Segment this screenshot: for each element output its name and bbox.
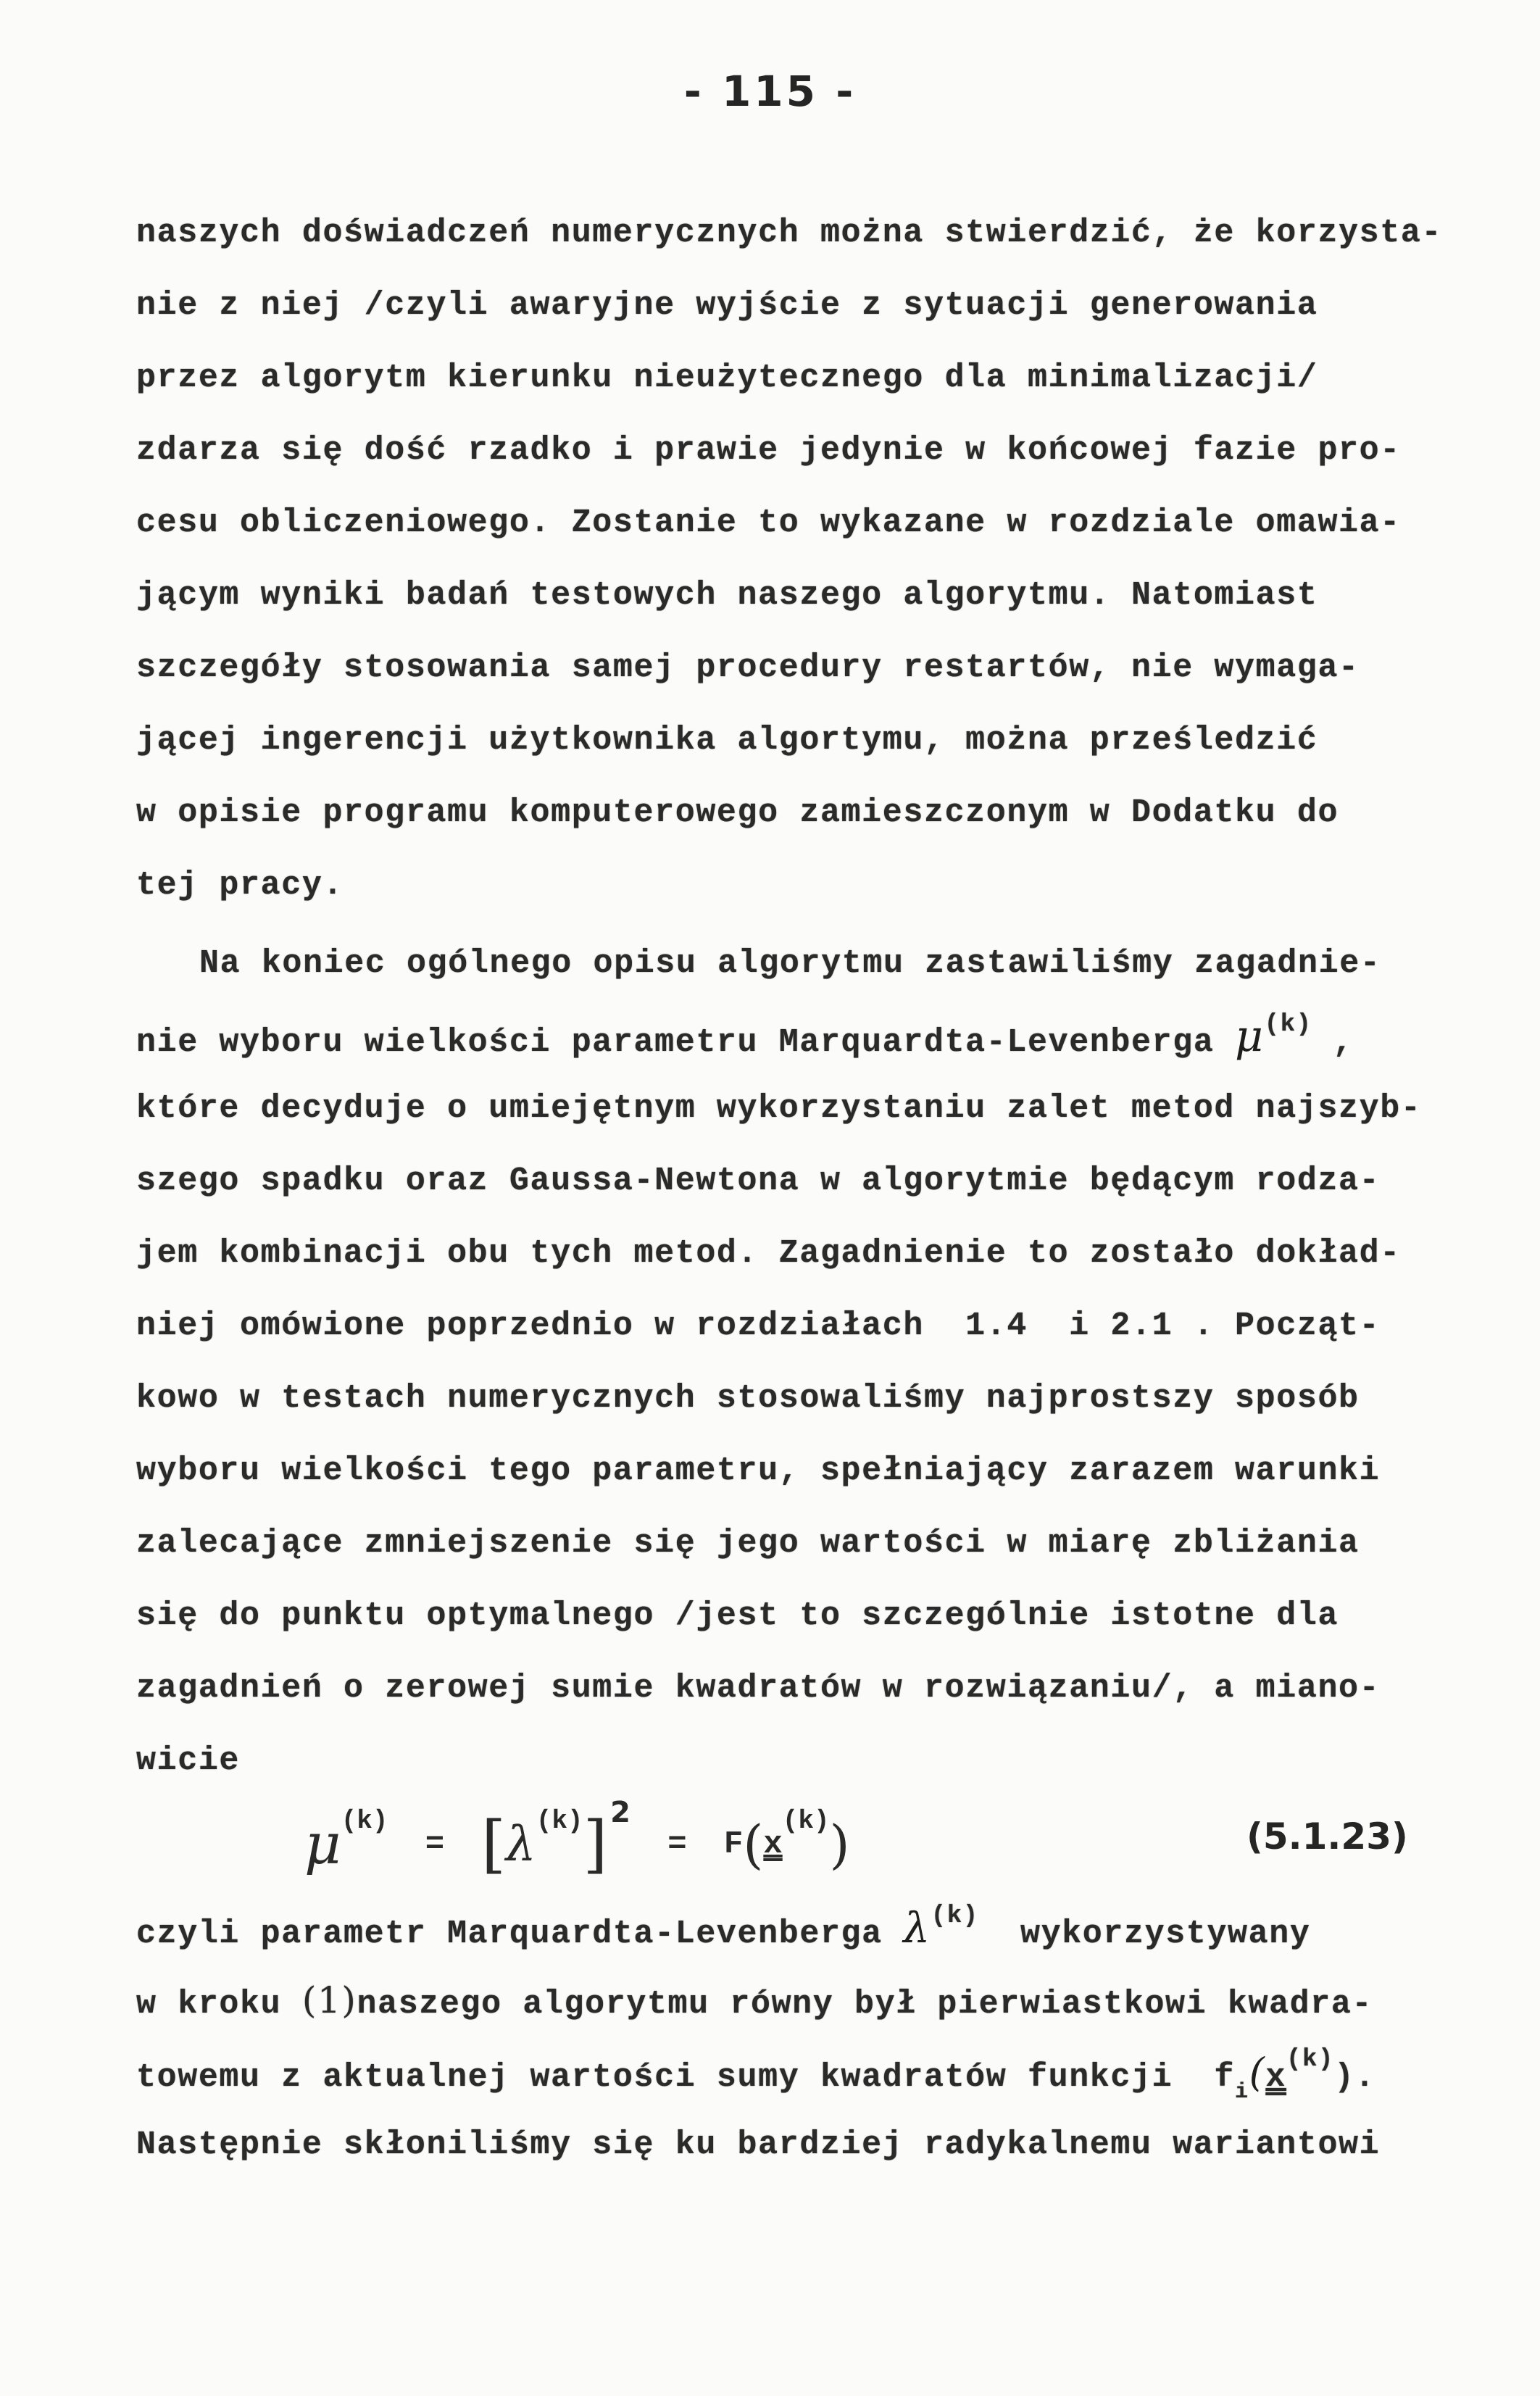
text-span: nie wyboru wielkości parametru Marquardta-Levenberga: [136, 1024, 1236, 1061]
text-span: czyli parametr Marquardta-Levenberga: [136, 1915, 904, 1952]
page-number: - 115 -: [683, 67, 857, 116]
text-line: wicie: [136, 1742, 241, 1779]
text-line: cesu obliczeniowego. Zostanie to wykazane w rozdziale omawia-: [136, 504, 1401, 541]
text-line: nie z niej /czyli awaryjne wyjście z sytuacji generowania: [136, 287, 1318, 324]
function-F: F: [723, 1826, 744, 1863]
text-line: zdarza się dość rzadko i prawie jedynie w końcowej fazie pro-: [136, 432, 1401, 469]
close-paren: ): [829, 1814, 850, 1875]
vector-x: x: [1265, 2059, 1286, 2096]
vector-x: x: [763, 1826, 783, 1863]
open-bracket: [: [481, 1808, 506, 1881]
open-paren: (: [1249, 2050, 1266, 2095]
open-paren: (: [743, 1814, 764, 1875]
text-span: wykorzystywany: [978, 1915, 1311, 1952]
text-line: przez algorytm kierunku nieużytecznego dla minimalizacji/: [136, 359, 1318, 396]
text-line: szczegóły stosowania samej procedury restartów, nie wymaga-: [136, 649, 1360, 686]
text-line: naszych doświadczeń numerycznych można stwierdzić, że korzysta-: [136, 215, 1443, 251]
exponent-2: 2: [610, 1796, 630, 1829]
text-span: towemu z aktualnej wartości sumy kwadratów funkcji f: [136, 2059, 1236, 2096]
mu-symbol: μ: [304, 1812, 341, 1877]
lambda-symbol: λ: [903, 1903, 931, 1952]
equals-sign: =: [425, 1826, 445, 1863]
text-line: jącym wyniki badań testowych naszego algorytmu. Natomiast: [136, 577, 1318, 614]
mu-symbol: μ: [1235, 1011, 1265, 1062]
text-line-with-formula: [136, 2046, 1376, 2105]
close-bracket: ]: [583, 1808, 608, 1881]
text-line: zagadnień o zerowej sumie kwadratów w rozwiązaniu/, a miano-: [136, 1670, 1381, 1707]
superscript-k: (k): [931, 1902, 979, 1930]
text-line-with-step: [136, 1979, 1373, 2026]
text-line-with-symbol: [136, 1902, 1311, 1958]
step-reference: (1): [301, 1979, 357, 2021]
superscript-k: (k): [1286, 2046, 1334, 2073]
text-line-with-symbol: [136, 1011, 1354, 1067]
text-line: Na koniec ogólnego opisu algorytmu zastawiliśmy zagadnie-: [199, 945, 1381, 982]
text-line: w opisie programu komputerowego zamieszczonym w Dodatku do: [136, 794, 1339, 831]
text-line: niej omówione poprzednio w rozdziałach 1.4 i 2.1 . Począt-: [136, 1307, 1381, 1344]
superscript-k: (k): [1264, 1011, 1312, 1039]
text-line: się do punktu optymalnego /jest to szczególnie istotne dla: [136, 1597, 1339, 1634]
equals-sign: =: [667, 1826, 687, 1863]
lambda-symbol: λ: [505, 1816, 536, 1872]
text-line: wyboru wielkości tego parametru, spełniający zarazem warunki: [136, 1452, 1381, 1489]
superscript-k: (k): [341, 1806, 388, 1836]
text-line: jącej ingerencji użytkownika algortymu, można prześledzić: [136, 722, 1318, 759]
text-span: ,: [1312, 1024, 1354, 1061]
text-line: tej pracy.: [136, 867, 344, 904]
text-span: w kroku: [136, 1986, 302, 2023]
superscript-k: (k): [782, 1806, 830, 1836]
text-line: Następnie skłoniliśmy się ku bardziej radykalnemu wariantowi: [136, 2126, 1381, 2163]
text-line: które decyduje o umiejętnym wykorzystaniu zalet metod najszyb-: [136, 1090, 1422, 1127]
superscript-k: (k): [536, 1806, 583, 1836]
text-line: jem kombinacji obu tych metod. Zagadnienie to zostało dokład-: [136, 1235, 1401, 1272]
text-line: zalecające zmniejszenie się jego wartości w miarę zbliżania: [136, 1525, 1360, 1562]
equation-number: (5.1.23): [1246, 1815, 1408, 1858]
subscript-i: i: [1235, 2080, 1249, 2105]
text-span: naszego algorytmu równy był pierwiastkowi kwadra-: [357, 1986, 1373, 2023]
text-span: ).: [1333, 2059, 1376, 2096]
text-line: szego spadku oraz Gaussa-Newtona w algorytmie będącym rodza-: [136, 1162, 1381, 1199]
text-line: kowo w testach numerycznych stosowaliśmy najprostszy sposób: [136, 1380, 1360, 1417]
equation-5-1-23: [304, 1796, 850, 1884]
